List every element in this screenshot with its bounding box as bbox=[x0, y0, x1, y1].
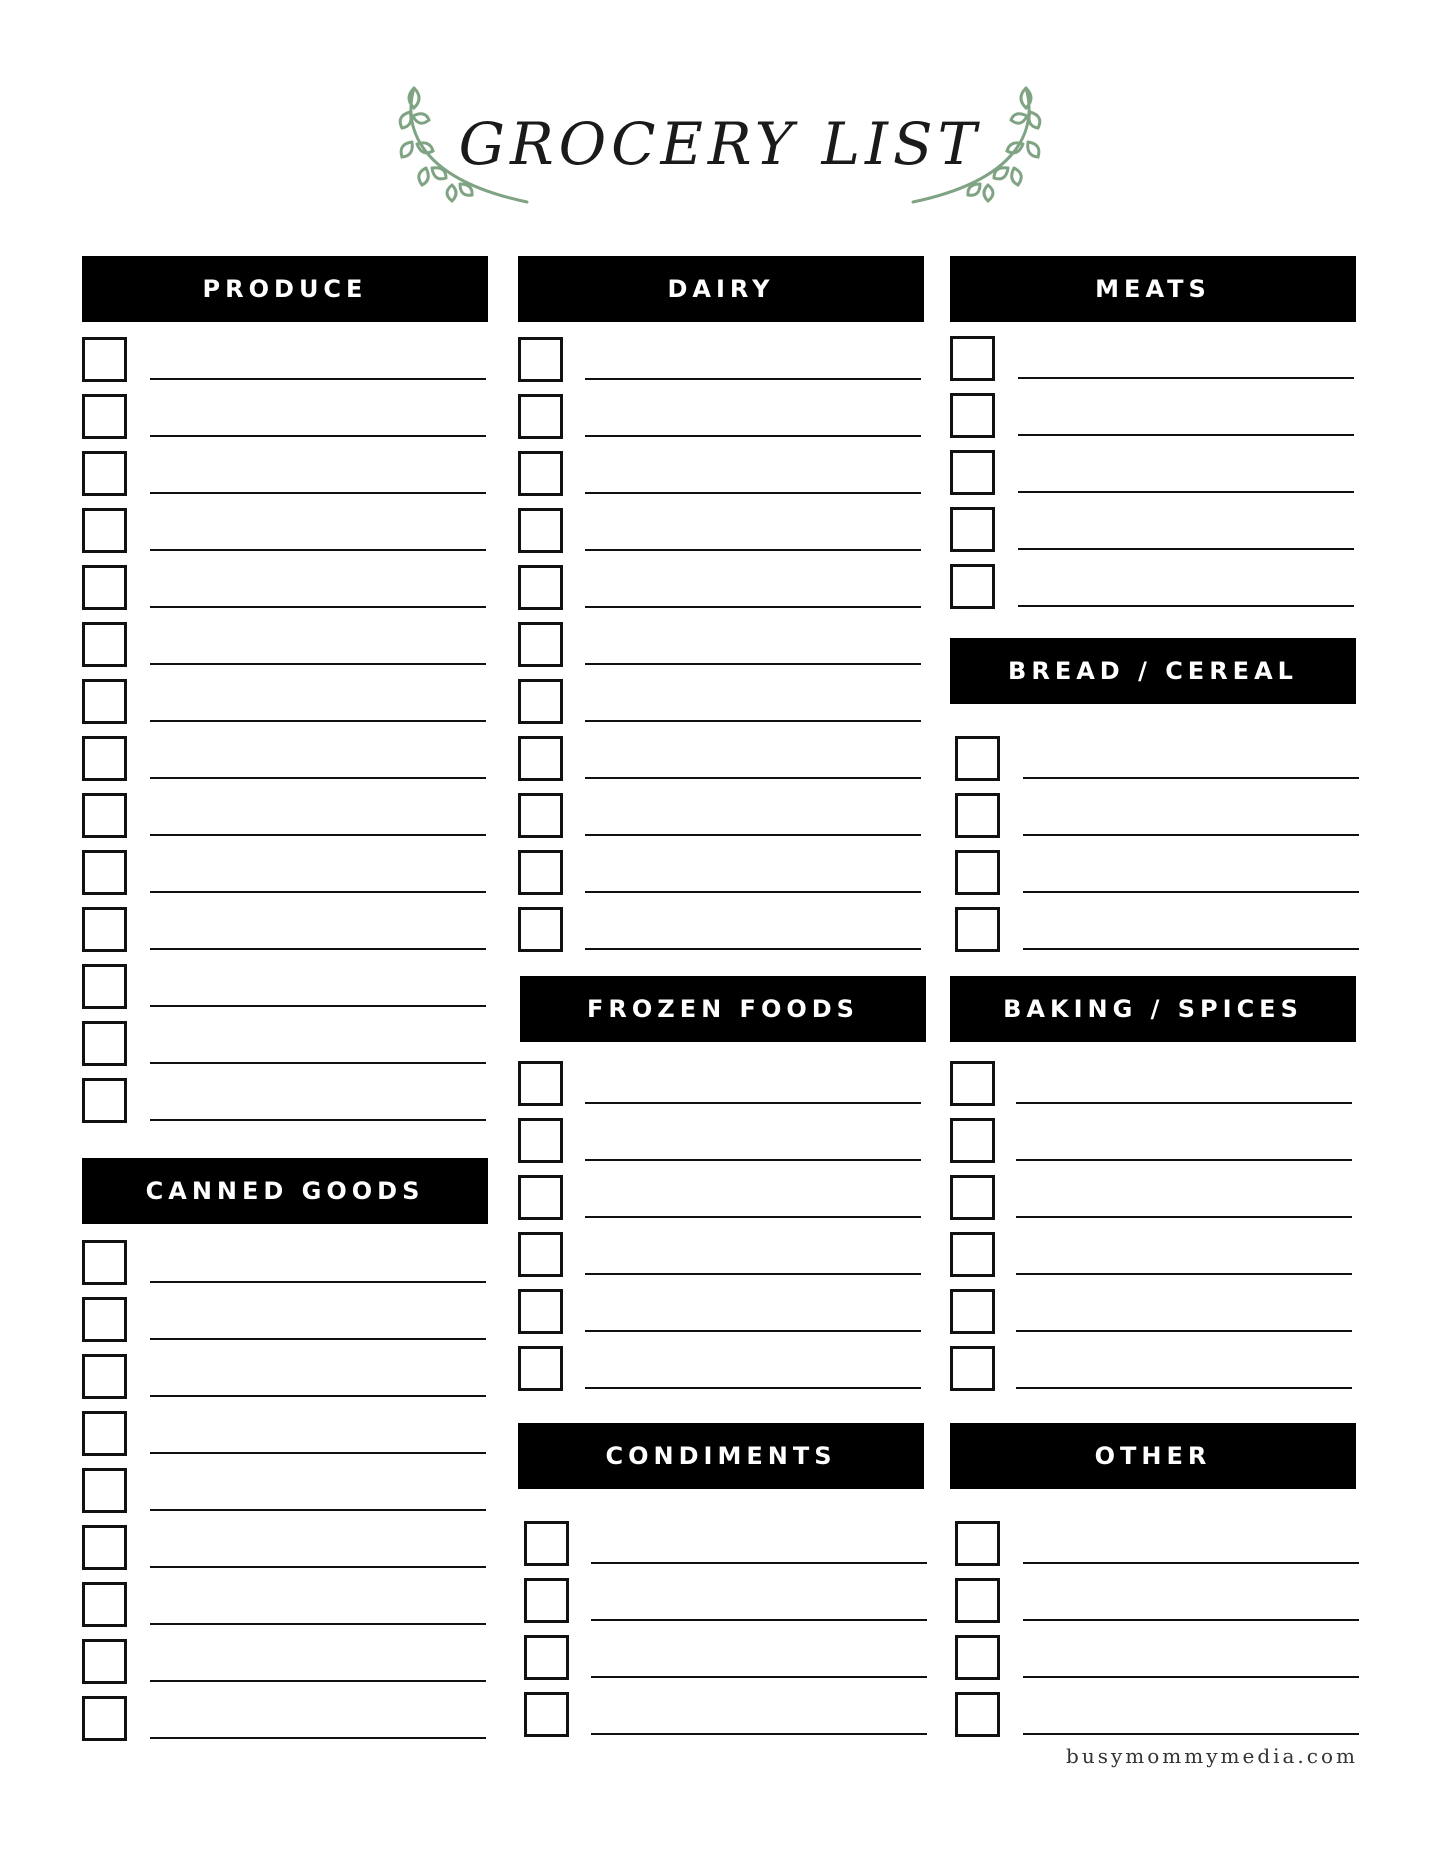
list-item bbox=[518, 1232, 921, 1278]
item-write-line[interactable] bbox=[1023, 1676, 1359, 1678]
list-item bbox=[82, 964, 486, 1010]
item-write-line[interactable] bbox=[150, 834, 486, 836]
list-item bbox=[82, 1078, 486, 1124]
list-item bbox=[518, 508, 921, 554]
item-write-line[interactable] bbox=[150, 1509, 486, 1511]
item-write-line[interactable] bbox=[150, 606, 486, 608]
item-checkbox[interactable] bbox=[950, 1175, 995, 1220]
item-checkbox[interactable] bbox=[82, 508, 127, 553]
list-item bbox=[950, 1118, 1352, 1164]
list-item bbox=[950, 1232, 1352, 1278]
item-write-line[interactable] bbox=[150, 720, 486, 722]
item-checkbox[interactable] bbox=[955, 736, 1000, 781]
section-header-baking-spices: BAKING / SPICES bbox=[950, 976, 1356, 1042]
list-item bbox=[518, 1061, 921, 1107]
list-item bbox=[82, 508, 486, 554]
item-checkbox[interactable] bbox=[518, 1118, 563, 1163]
item-checkbox[interactable] bbox=[524, 1692, 569, 1737]
list-item bbox=[518, 1175, 921, 1221]
item-write-line[interactable] bbox=[1023, 891, 1359, 893]
list-item bbox=[518, 793, 921, 839]
list-item bbox=[950, 393, 1354, 439]
item-write-line[interactable] bbox=[585, 1273, 921, 1275]
list-item bbox=[82, 1696, 486, 1742]
list-item bbox=[82, 622, 486, 668]
item-write-line[interactable] bbox=[585, 948, 921, 950]
list-item bbox=[524, 1521, 927, 1567]
item-write-line[interactable] bbox=[150, 1680, 486, 1682]
item-write-line[interactable] bbox=[150, 1119, 486, 1121]
section-header-bread-cereal: BREAD / CEREAL bbox=[950, 638, 1356, 704]
list-item bbox=[82, 907, 486, 953]
list-item bbox=[82, 394, 486, 440]
item-write-line[interactable] bbox=[150, 1005, 486, 1007]
item-write-line[interactable] bbox=[1016, 1387, 1352, 1389]
item-checkbox[interactable] bbox=[518, 1175, 563, 1220]
item-write-line[interactable] bbox=[591, 1733, 927, 1735]
item-checkbox[interactable] bbox=[82, 964, 127, 1009]
item-checkbox[interactable] bbox=[82, 1078, 127, 1123]
item-write-line[interactable] bbox=[585, 891, 921, 893]
list-item bbox=[518, 907, 921, 953]
list-item bbox=[82, 1411, 486, 1457]
item-write-line[interactable] bbox=[150, 891, 486, 893]
list-item bbox=[518, 394, 921, 440]
item-write-line[interactable] bbox=[591, 1619, 927, 1621]
item-checkbox[interactable] bbox=[82, 736, 127, 781]
item-checkbox[interactable] bbox=[950, 1346, 995, 1391]
section-header-canned-goods: CANNED GOODS bbox=[82, 1158, 488, 1224]
item-write-line[interactable] bbox=[585, 1330, 921, 1332]
item-checkbox[interactable] bbox=[518, 1346, 563, 1391]
item-checkbox[interactable] bbox=[950, 507, 995, 552]
list-item bbox=[82, 736, 486, 782]
title-area bbox=[0, 80, 1440, 230]
item-write-line[interactable] bbox=[1016, 1159, 1352, 1161]
item-checkbox[interactable] bbox=[950, 1061, 995, 1106]
item-checkbox[interactable] bbox=[82, 622, 127, 667]
list-item bbox=[82, 1021, 486, 1067]
item-checkbox[interactable] bbox=[518, 793, 563, 838]
list-item bbox=[82, 1639, 486, 1685]
item-checkbox[interactable] bbox=[518, 337, 563, 382]
item-write-line[interactable] bbox=[585, 1159, 921, 1161]
section-header-other: OTHER bbox=[950, 1423, 1356, 1489]
item-write-line[interactable] bbox=[585, 1387, 921, 1389]
item-checkbox[interactable] bbox=[955, 907, 1000, 952]
item-write-line[interactable] bbox=[1023, 1733, 1359, 1735]
item-checkbox[interactable] bbox=[82, 850, 127, 895]
section-header-dairy: DAIRY bbox=[518, 256, 924, 322]
item-checkbox[interactable] bbox=[518, 907, 563, 952]
item-write-line[interactable] bbox=[150, 663, 486, 665]
item-write-line[interactable] bbox=[591, 1676, 927, 1678]
item-write-line[interactable] bbox=[1016, 1216, 1352, 1218]
item-checkbox[interactable] bbox=[518, 1061, 563, 1106]
list-item bbox=[82, 1354, 486, 1400]
item-write-line[interactable] bbox=[150, 1452, 486, 1454]
list-item bbox=[82, 1468, 486, 1514]
item-write-line[interactable] bbox=[1023, 1619, 1359, 1621]
item-write-line[interactable] bbox=[150, 549, 486, 551]
section-header-produce: PRODUCE bbox=[82, 256, 488, 322]
list-item bbox=[518, 850, 921, 896]
list-item bbox=[955, 907, 1359, 953]
list-item bbox=[950, 1346, 1352, 1392]
list-item bbox=[518, 736, 921, 782]
item-checkbox[interactable] bbox=[518, 736, 563, 781]
item-write-line[interactable] bbox=[150, 492, 486, 494]
item-write-line[interactable] bbox=[1023, 834, 1359, 836]
item-checkbox[interactable] bbox=[518, 679, 563, 724]
item-write-line[interactable] bbox=[585, 549, 921, 551]
list-item bbox=[82, 679, 486, 725]
item-write-line[interactable] bbox=[150, 948, 486, 950]
list-item bbox=[518, 565, 921, 611]
list-item bbox=[82, 451, 486, 497]
list-item bbox=[524, 1692, 927, 1738]
list-item bbox=[950, 1061, 1352, 1107]
item-write-line[interactable] bbox=[585, 777, 921, 779]
item-checkbox[interactable] bbox=[518, 565, 563, 610]
list-item bbox=[82, 337, 486, 383]
item-checkbox[interactable] bbox=[955, 850, 1000, 895]
list-item bbox=[524, 1578, 927, 1624]
list-item bbox=[950, 450, 1354, 496]
item-write-line[interactable] bbox=[150, 378, 486, 380]
list-item bbox=[955, 1521, 1359, 1567]
item-checkbox[interactable] bbox=[82, 1411, 127, 1456]
item-checkbox[interactable] bbox=[950, 336, 995, 381]
item-checkbox[interactable] bbox=[524, 1521, 569, 1566]
list-item bbox=[955, 1635, 1359, 1681]
item-checkbox[interactable] bbox=[518, 1289, 563, 1334]
item-write-line[interactable] bbox=[1018, 377, 1354, 379]
list-item bbox=[82, 1582, 486, 1628]
item-checkbox[interactable] bbox=[518, 850, 563, 895]
item-checkbox[interactable] bbox=[82, 1639, 127, 1684]
list-item bbox=[518, 451, 921, 497]
item-write-line[interactable] bbox=[1018, 548, 1354, 550]
item-write-line[interactable] bbox=[591, 1562, 927, 1564]
item-checkbox[interactable] bbox=[955, 1692, 1000, 1737]
page-title: GROCERY LIST bbox=[458, 110, 982, 178]
item-write-line[interactable] bbox=[150, 1281, 486, 1283]
item-checkbox[interactable] bbox=[950, 1118, 995, 1163]
item-checkbox[interactable] bbox=[82, 337, 127, 382]
item-checkbox[interactable] bbox=[82, 1021, 127, 1066]
item-checkbox[interactable] bbox=[950, 1289, 995, 1334]
item-checkbox[interactable] bbox=[82, 1696, 127, 1741]
section-header-meats: MEATS bbox=[950, 256, 1356, 322]
list-item bbox=[955, 793, 1359, 839]
item-checkbox[interactable] bbox=[955, 1578, 1000, 1623]
item-checkbox[interactable] bbox=[518, 451, 563, 496]
item-write-line[interactable] bbox=[150, 777, 486, 779]
list-item bbox=[82, 850, 486, 896]
list-item bbox=[955, 850, 1359, 896]
item-write-line[interactable] bbox=[150, 1737, 486, 1739]
item-write-line[interactable] bbox=[585, 1216, 921, 1218]
item-checkbox[interactable] bbox=[82, 1582, 127, 1627]
item-write-line[interactable] bbox=[150, 1623, 486, 1625]
laurel-branch-icon bbox=[898, 80, 1048, 230]
list-item bbox=[955, 1692, 1359, 1738]
item-checkbox[interactable] bbox=[518, 1232, 563, 1277]
item-write-line[interactable] bbox=[150, 1062, 486, 1064]
item-checkbox[interactable] bbox=[82, 451, 127, 496]
item-write-line[interactable] bbox=[585, 663, 921, 665]
item-write-line[interactable] bbox=[150, 1338, 486, 1340]
footer-website: busymommymedia.com bbox=[1066, 1744, 1358, 1768]
item-checkbox[interactable] bbox=[82, 679, 127, 724]
list-item bbox=[524, 1635, 927, 1681]
item-checkbox[interactable] bbox=[950, 564, 995, 609]
item-checkbox[interactable] bbox=[950, 450, 995, 495]
list-item bbox=[82, 565, 486, 611]
item-write-line[interactable] bbox=[585, 435, 921, 437]
list-item bbox=[518, 1346, 921, 1392]
item-write-line[interactable] bbox=[1016, 1102, 1352, 1104]
list-item bbox=[82, 1240, 486, 1286]
item-write-line[interactable] bbox=[585, 834, 921, 836]
list-item bbox=[950, 1289, 1352, 1335]
item-write-line[interactable] bbox=[1018, 605, 1354, 607]
item-write-line[interactable] bbox=[1016, 1330, 1352, 1332]
item-checkbox[interactable] bbox=[524, 1578, 569, 1623]
item-write-line[interactable] bbox=[1016, 1273, 1352, 1275]
item-write-line[interactable] bbox=[585, 606, 921, 608]
item-write-line[interactable] bbox=[585, 720, 921, 722]
list-item bbox=[518, 679, 921, 725]
item-checkbox[interactable] bbox=[82, 793, 127, 838]
list-item bbox=[950, 564, 1354, 610]
item-checkbox[interactable] bbox=[955, 1635, 1000, 1680]
item-write-line[interactable] bbox=[585, 378, 921, 380]
item-checkbox[interactable] bbox=[82, 394, 127, 439]
item-write-line[interactable] bbox=[1023, 1562, 1359, 1564]
item-checkbox[interactable] bbox=[950, 1232, 995, 1277]
list-item bbox=[955, 1578, 1359, 1624]
item-write-line[interactable] bbox=[1023, 777, 1359, 779]
item-checkbox[interactable] bbox=[82, 1525, 127, 1570]
list-item bbox=[82, 1297, 486, 1343]
list-item bbox=[82, 793, 486, 839]
item-checkbox[interactable] bbox=[955, 1521, 1000, 1566]
item-checkbox[interactable] bbox=[518, 622, 563, 667]
list-item bbox=[82, 1525, 486, 1571]
item-checkbox[interactable] bbox=[524, 1635, 569, 1680]
list-item bbox=[518, 1289, 921, 1335]
item-checkbox[interactable] bbox=[82, 907, 127, 952]
section-header-condiments: CONDIMENTS bbox=[518, 1423, 924, 1489]
item-write-line[interactable] bbox=[150, 1395, 486, 1397]
item-write-line[interactable] bbox=[150, 1566, 486, 1568]
item-checkbox[interactable] bbox=[82, 1354, 127, 1399]
item-write-line[interactable] bbox=[1023, 948, 1359, 950]
list-item bbox=[950, 507, 1354, 553]
item-write-line[interactable] bbox=[1018, 491, 1354, 493]
list-item bbox=[950, 1175, 1352, 1221]
list-item bbox=[950, 336, 1354, 382]
list-item bbox=[955, 736, 1359, 782]
list-item bbox=[518, 622, 921, 668]
item-write-line[interactable] bbox=[1018, 434, 1354, 436]
section-header-frozen-foods: FROZEN FOODS bbox=[520, 976, 926, 1042]
list-item bbox=[518, 1118, 921, 1164]
item-checkbox[interactable] bbox=[518, 508, 563, 553]
item-checkbox[interactable] bbox=[82, 565, 127, 610]
item-write-line[interactable] bbox=[150, 435, 486, 437]
item-write-line[interactable] bbox=[585, 1102, 921, 1104]
item-checkbox[interactable] bbox=[950, 393, 995, 438]
item-checkbox[interactable] bbox=[518, 394, 563, 439]
item-checkbox[interactable] bbox=[955, 793, 1000, 838]
item-checkbox[interactable] bbox=[82, 1297, 127, 1342]
item-write-line[interactable] bbox=[585, 492, 921, 494]
item-checkbox[interactable] bbox=[82, 1240, 127, 1285]
item-checkbox[interactable] bbox=[82, 1468, 127, 1513]
list-item bbox=[518, 337, 921, 383]
